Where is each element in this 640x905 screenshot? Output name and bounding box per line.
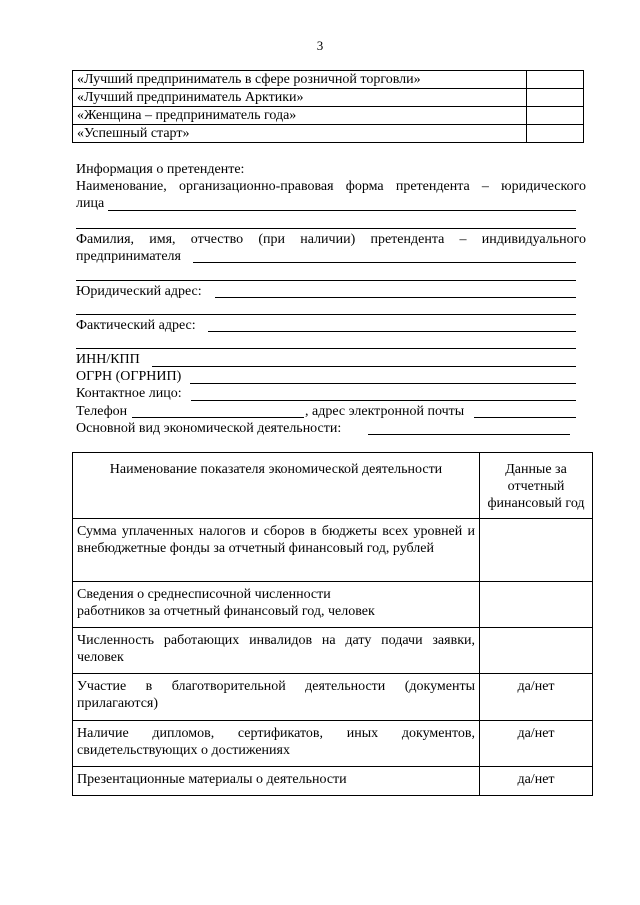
header-indicator-name: Наименование показателя экономической деятельности xyxy=(73,453,480,519)
table-header-row xyxy=(73,453,593,519)
indicator-value[interactable]: да/нет xyxy=(480,721,593,767)
indicator-name: Презентационные материалы о деятельности xyxy=(73,767,480,796)
table-row xyxy=(73,125,584,143)
indicators-table xyxy=(72,452,593,796)
legal-address-label: Юридический адрес: xyxy=(76,284,202,299)
table-row xyxy=(73,89,584,107)
phone-field[interactable] xyxy=(132,417,304,418)
fio-label: Фамилия, имя, отчество (при наличии) претендента – индивидуального xyxy=(76,232,586,247)
indicator-name: Участие в благотворительной деятельности (документы прилагаются) xyxy=(73,674,480,721)
indicator-value[interactable]: да/нет xyxy=(480,767,593,796)
table-row xyxy=(73,519,593,582)
table-row xyxy=(73,107,584,125)
nomination-checkbox-cell[interactable] xyxy=(527,89,584,107)
fio-field-2[interactable] xyxy=(76,280,576,281)
inn-kpp-label: ИНН/КПП xyxy=(76,352,140,367)
nominations-table xyxy=(72,70,584,143)
indicator-name: Наличие дипломов, сертификатов, иных документов, свидетельствующих о достижениях xyxy=(73,721,480,767)
indicator-name-line: Сведения о среднесписочной численности xyxy=(77,587,331,602)
actual-address-field-2[interactable] xyxy=(76,348,576,349)
activity-label: Основной вид экономической деятельности: xyxy=(76,421,342,436)
legal-address-field[interactable] xyxy=(215,297,576,298)
nomination-label: «Женщина – предприниматель года» xyxy=(73,107,527,125)
table-row xyxy=(73,767,593,796)
org-name-field[interactable] xyxy=(108,210,576,211)
nomination-checkbox-cell[interactable] xyxy=(527,71,584,89)
table-row xyxy=(73,71,584,89)
header-period-value: Данные за отчетный финансовый год xyxy=(480,453,593,519)
indicator-name-line: работников за отчетный финансовый год, человек xyxy=(77,604,375,619)
indicator-value[interactable] xyxy=(480,582,593,628)
nomination-label: «Лучший предприниматель в сфере розничной торговли» xyxy=(73,71,527,89)
legal-address-field-2[interactable] xyxy=(76,314,576,315)
indicator-value[interactable]: да/нет xyxy=(480,674,593,721)
org-name-field-2[interactable] xyxy=(76,228,576,229)
phone-label: Телефон xyxy=(76,404,128,419)
actual-address-field[interactable] xyxy=(208,331,576,332)
info-heading: Информация о претенденте: xyxy=(76,162,245,177)
activity-field[interactable] xyxy=(368,434,570,435)
nomination-label: «Успешный старт» xyxy=(73,125,527,143)
ogrn-field[interactable] xyxy=(190,383,576,384)
indicator-value[interactable] xyxy=(480,628,593,674)
nomination-checkbox-cell[interactable] xyxy=(527,107,584,125)
fio-label-cont: предпринимателя xyxy=(76,249,181,264)
ogrn-label: ОГРН (ОГРНИП) xyxy=(76,369,182,384)
indicator-name: Сумма уплаченных налогов и сборов в бюджеты всех уровней и внебюджетные фонды за отчетный финансовый год, рублей xyxy=(73,519,480,582)
indicator-name xyxy=(73,582,480,628)
page-number: 3 xyxy=(316,38,324,53)
contact-person-field[interactable] xyxy=(191,400,576,401)
org-name-label: Наименование, организационно-правовая форма претендента – юридического xyxy=(76,179,586,194)
org-name-label-cont: лица xyxy=(76,196,105,211)
contact-person-label: Контактное лицо: xyxy=(76,386,182,401)
fio-field[interactable] xyxy=(193,262,576,263)
table-row xyxy=(73,628,593,674)
indicator-value[interactable] xyxy=(480,519,593,582)
nomination-label: «Лучший предприниматель Арктики» xyxy=(73,89,527,107)
inn-kpp-field[interactable] xyxy=(152,366,576,367)
table-row xyxy=(73,582,593,628)
email-field[interactable] xyxy=(474,417,576,418)
table-row xyxy=(73,674,593,721)
indicator-name: Численность работающих инвалидов на дату подачи заявки, человек xyxy=(73,628,480,674)
actual-address-label: Фактический адрес: xyxy=(76,318,196,333)
email-label: , адрес электронной почты xyxy=(305,404,465,419)
table-row xyxy=(73,721,593,767)
nomination-checkbox-cell[interactable] xyxy=(527,125,584,143)
